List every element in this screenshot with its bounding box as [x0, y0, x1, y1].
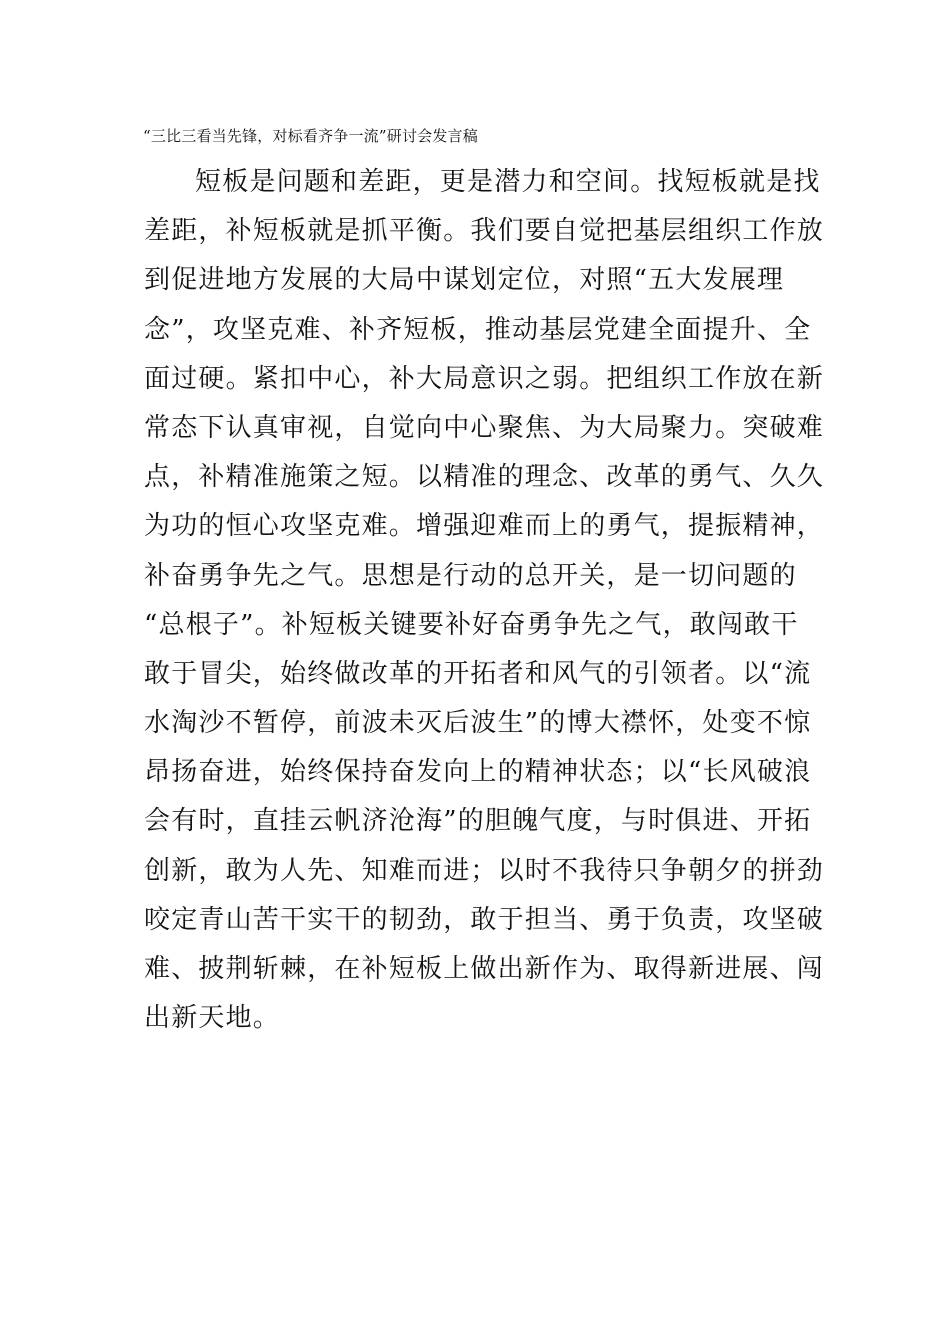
body-line: 敢于冒尖，始终做改革的开拓者和风气的引领者。以“流 [144, 658, 812, 689]
body-line: 会有时，直挂云帆济沧海”的胆魄气度，与时俱进、开拓 [144, 806, 812, 837]
body-line: 到促进地方发展的大局中谋划定位，对照“五大发展理 [144, 265, 785, 296]
body-line: 创新，敢为人先、知难而进；以时不我待只争朝夕的拼劲 [144, 855, 825, 886]
body-line: 面过硬。紧扣中心，补大局意识之弱。把组织工作放在新 [144, 363, 825, 394]
body-line: 差距，补短板就是抓平衡。我们要自觉把基层组织工作放 [144, 216, 825, 247]
body-line: 常态下认真审视，自觉向中心聚焦、为大局聚力。突破难 [144, 412, 825, 443]
body-line: 水淘沙不暂停，前波未灭后波生”的博大襟怀，处变不惊 [144, 708, 812, 739]
body-line: 念”，攻坚克难、补齐短板，推动基层党建全面提升、全 [144, 314, 812, 345]
body-line: 出新天地。 [144, 1003, 281, 1034]
body-line: 昂扬奋进，始终保持奋发向上的精神状态；以“长风破浪 [144, 757, 812, 788]
body-line: 短板是问题和差距，更是潜力和空间。找短板就是找 [195, 167, 821, 197]
document-body [144, 158, 825, 1043]
body-line: 为功的恒心攻坚克难。增强迎难而上的勇气，提振精神， [144, 511, 825, 542]
body-line: “总根子”。补短板关键要补好奋勇争先之气，敢闯敢干 [144, 609, 799, 640]
body-line: 点，补精准施策之短。以精准的理念、改革的勇气、久久 [144, 462, 825, 493]
body-line: 难、披荆斩棘，在补短板上做出新作为、取得新进展、闯 [144, 954, 825, 984]
body-line: 补奋勇争先之气。思想是行动的总开关，是一切问题的 [144, 560, 797, 591]
body-line: 咬定青山苦干实干的韧劲，敢于担当、勇于负责，攻坚破 [144, 904, 825, 935]
document-title: “三比三看当先锋，对标看齐争一流”研讨会发言稿 [143, 127, 478, 145]
